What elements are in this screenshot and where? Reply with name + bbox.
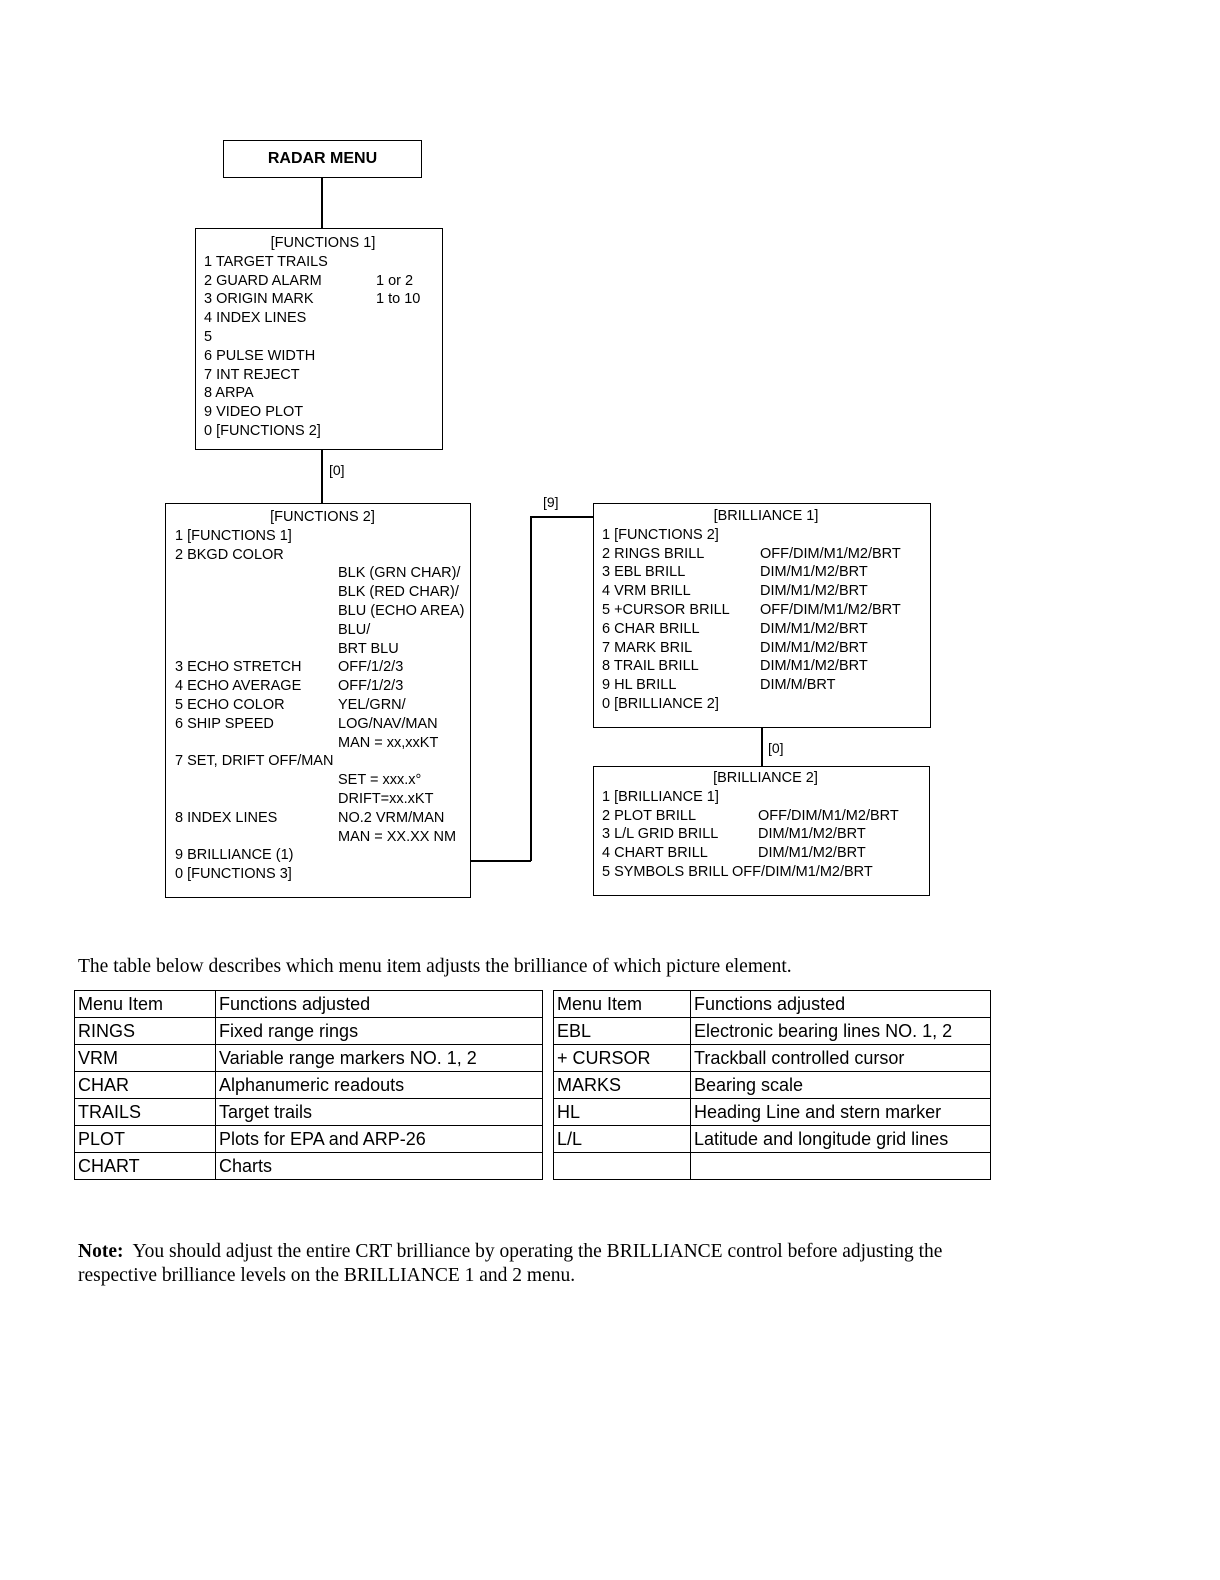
connector-label-b1-b2: [0] (768, 740, 784, 756)
menu-item (175, 640, 470, 659)
function-cell: Heading Line and stern marker (691, 1099, 991, 1126)
menu-item (204, 328, 442, 347)
table-row (75, 1099, 543, 1126)
menu-item-label: 6 SHIP SPEED (175, 715, 274, 732)
menu-item-cell: CHAR (75, 1072, 216, 1099)
intro-text: The table below describes which menu item adjusts the brilliance of which picture element. (78, 956, 792, 977)
menu-item-label: 2 RINGS BRILL (602, 545, 705, 562)
table-row (75, 1126, 543, 1153)
menu-item (175, 621, 470, 640)
functions2-header: [FUNCTIONS 2] (270, 509, 375, 525)
table-row (554, 1072, 991, 1099)
menu-item (204, 422, 442, 441)
menu-item-label: 7 SET, DRIFT OFF/MAN (175, 753, 334, 770)
menu-item (175, 715, 470, 734)
menu-item (175, 734, 470, 753)
radar-menu-box (223, 140, 422, 178)
menu-item-value: 1 to 10 (376, 291, 421, 308)
menu-item-label: 6 PULSE WIDTH (204, 347, 316, 364)
function-cell: Latitude and longitude grid lines (691, 1126, 991, 1153)
menu-item (204, 403, 442, 422)
menu-item-value: BLU (ECHO AREA) (338, 602, 465, 619)
connector-label-f1-f2: [0] (329, 462, 345, 478)
menu-item-label: 0 [BRILLIANCE 2] (602, 695, 719, 712)
menu-item-cell: RINGS (75, 1018, 216, 1045)
menu-item-label: 2 BKGD COLOR (175, 546, 284, 563)
menu-item (602, 844, 929, 863)
table-header-row (75, 991, 543, 1018)
menu-item (602, 563, 930, 582)
menu-item-label: 2 PLOT BRILL (602, 807, 697, 824)
table-row (554, 1045, 991, 1072)
menu-item-label: 5 SYMBOLS BRILL OFF/DIM/M1/M2/BRT (602, 863, 873, 880)
menu-item (602, 582, 930, 601)
table-row (75, 1018, 543, 1045)
menu-item (602, 676, 930, 695)
menu-item (175, 677, 470, 696)
menu-item-value: 1 or 2 (376, 272, 414, 289)
menu-item-label: 0 [FUNCTIONS 3] (175, 866, 292, 883)
menu-item-cell: MARKS (554, 1072, 691, 1099)
function-cell: Target trails (216, 1099, 543, 1126)
menu-item (602, 620, 930, 639)
menu-item-value: DIM/M/BRT (760, 677, 836, 694)
menu-item (175, 658, 470, 677)
function-cell: Variable range markers NO. 1, 2 (216, 1045, 543, 1072)
menu-item-cell: + CURSOR (554, 1045, 691, 1072)
connector-f2-b1-v (530, 516, 532, 861)
menu-item (602, 695, 930, 714)
connector-b1-to-b2 (761, 727, 763, 767)
menu-item-label: 0 [FUNCTIONS 2] (204, 422, 321, 439)
menu-item-value: OFF/1/2/3 (338, 678, 404, 695)
menu-item-cell: L/L (554, 1126, 691, 1153)
menu-item-value: BLK (RED CHAR)/ (338, 584, 459, 601)
menu-item-value: BLK (GRN CHAR)/ (338, 565, 461, 582)
menu-item-label: 1 [FUNCTIONS 1] (175, 527, 292, 544)
menu-item-label: 1 TARGET TRAILS (204, 253, 328, 270)
menu-item (602, 601, 930, 620)
menu-item (204, 309, 442, 328)
table-header-cell: Functions adjusted (216, 991, 543, 1018)
menu-item-value: DIM/M1/M2/BRT (760, 620, 868, 637)
menu-item-value: MAN = XX.XX NM (338, 828, 457, 845)
menu-item-label: 3 ORIGIN MARK (204, 291, 314, 308)
connector-f2-b1-h1 (470, 860, 531, 862)
function-cell: Electronic bearing lines NO. 1, 2 (691, 1018, 991, 1045)
radar-menu-title: RADAR MENU (267, 149, 378, 167)
menu-item-cell: TRAILS (75, 1099, 216, 1126)
table-header-cell: Menu Item (75, 991, 216, 1018)
connector-f1-to-f2 (321, 449, 323, 504)
brilliance-2-menu (593, 766, 930, 896)
brilliance1-header: [BRILLIANCE 1] (713, 508, 819, 524)
menu-item (175, 527, 470, 546)
menu-item (602, 825, 929, 844)
brilliance2-header: [BRILLIANCE 2] (713, 770, 818, 786)
table-header-cell: Functions adjusted (691, 991, 991, 1018)
menu-item-value: DIM/M1/M2/BRT (760, 564, 868, 581)
menu-item-label: 8 TRAIL BRILL (602, 658, 699, 675)
menu-item (204, 290, 442, 309)
table-header-cell: Menu Item (554, 991, 691, 1018)
menu-item-label: 4 CHART BRILL (602, 845, 708, 862)
menu-item (602, 788, 929, 807)
menu-item-cell: EBL (554, 1018, 691, 1045)
menu-item-label: 5 (204, 328, 213, 345)
functions1-header: [FUNCTIONS 1] (270, 235, 376, 251)
table-row (554, 1126, 991, 1153)
menu-item (204, 347, 442, 366)
menu-item (204, 366, 442, 385)
note-label: Note: (78, 1241, 124, 1262)
menu-item (175, 564, 470, 583)
menu-item-label: 1 [BRILLIANCE 1] (602, 788, 719, 805)
function-cell: Bearing scale (691, 1072, 991, 1099)
menu-item (204, 272, 442, 291)
menu-item (204, 253, 442, 272)
menu-item-label: 5 ECHO COLOR (175, 696, 285, 713)
menu-item-label: 4 VRM BRILL (602, 583, 691, 600)
function-cell: Fixed range rings (216, 1018, 543, 1045)
menu-item-label: 4 INDEX LINES (204, 310, 307, 327)
menu-item-value: BLU/ (338, 621, 371, 638)
connector-label-f2-b1: [9] (543, 494, 559, 510)
menu-item-cell: CHART (75, 1153, 216, 1180)
menu-item (175, 602, 470, 621)
menu-item (602, 639, 930, 658)
note (78, 1240, 1008, 1288)
menu-item-label: 7 MARK BRIL (602, 639, 693, 656)
menu-item-value: OFF/DIM/M1/M2/BRT (760, 545, 901, 562)
menu-item-cell: HL (554, 1099, 691, 1126)
table-row (554, 1018, 991, 1045)
menu-item-value: SET = xxx.x° (338, 772, 422, 789)
note-text: You should adjust the entire CRT brilliance by operating the BRILLIANCE control before adjusting the respective brilliance levels on the BRILLIANCE 1 and 2 menu. (78, 1241, 943, 1286)
functions-2-menu (165, 503, 471, 898)
menu-item-value: OFF/DIM/M1/M2/BRT (760, 601, 901, 618)
menu-item-value: DIM/M1/M2/BRT (758, 845, 866, 862)
menu-item-label: 9 HL BRILL (602, 677, 677, 694)
menu-item-label: 8 ARPA (204, 385, 254, 402)
menu-item-value: DIM/M1/M2/BRT (760, 658, 868, 675)
menu-item-value: DIM/M1/M2/BRT (758, 826, 866, 843)
table-row (75, 1072, 543, 1099)
menu-item-value: MAN = xx,xxKT (338, 734, 439, 751)
table-row (554, 1153, 991, 1180)
brilliance-table-right (553, 990, 991, 1180)
menu-item-cell: PLOT (75, 1126, 216, 1153)
menu-item-label: 2 GUARD ALARM (204, 272, 322, 289)
menu-item (175, 771, 470, 790)
functions-1-menu (195, 228, 443, 450)
menu-item (175, 696, 470, 715)
menu-item-value: BRT BLU (338, 640, 399, 657)
brilliance-1-menu (593, 503, 931, 728)
menu-item (175, 865, 470, 884)
menu-item-label: 4 ECHO AVERAGE (175, 678, 302, 695)
menu-item-label: 9 BRILLIANCE (1) (175, 847, 294, 864)
menu-item-label: 7 INT REJECT (204, 366, 300, 383)
menu-item (602, 657, 930, 676)
menu-item (602, 807, 929, 826)
menu-item-label: 1 [FUNCTIONS 2] (602, 526, 719, 543)
menu-item (175, 790, 470, 809)
menu-item (175, 752, 470, 771)
menu-item-label: 8 INDEX LINES (175, 809, 278, 826)
function-cell: Trackball controlled cursor (691, 1045, 991, 1072)
menu-item (602, 863, 929, 882)
menu-item (204, 384, 442, 403)
menu-item-label: 9 VIDEO PLOT (204, 404, 304, 421)
menu-item-value: LOG/NAV/MAN (338, 715, 438, 732)
menu-item-label: 3 ECHO STRETCH (175, 659, 302, 676)
brilliance-table-left (74, 990, 543, 1180)
menu-item-value: DIM/M1/M2/BRT (760, 583, 868, 600)
menu-item-label: 3 L/L GRID BRILL (602, 826, 719, 843)
connector-f2-b1-h2 (530, 516, 594, 518)
function-cell: Alphanumeric readouts (216, 1072, 543, 1099)
menu-item-value: NO.2 VRM/MAN (338, 809, 445, 826)
table-row (75, 1045, 543, 1072)
menu-item (175, 846, 470, 865)
menu-item (175, 546, 470, 565)
menu-item (602, 545, 930, 564)
menu-item (175, 809, 470, 828)
menu-item-value: YEL/GRN/ (338, 696, 406, 713)
menu-item-value: OFF/1/2/3 (338, 659, 404, 676)
menu-item-label: 6 CHAR BRILL (602, 620, 700, 637)
table-row (554, 1099, 991, 1126)
menu-item (602, 526, 930, 545)
menu-item-cell: VRM (75, 1045, 216, 1072)
table-row (75, 1153, 543, 1180)
menu-item-label: 5 +CURSOR BRILL (602, 601, 730, 618)
menu-item-value: DIM/M1/M2/BRT (760, 639, 868, 656)
menu-item-value: DRIFT=xx.xKT (338, 790, 434, 807)
menu-item-value: OFF/DIM/M1/M2/BRT (758, 807, 899, 824)
table-header-row (554, 991, 991, 1018)
menu-item-label: 3 EBL BRILL (602, 564, 686, 581)
menu-item (175, 583, 470, 602)
menu-item (175, 828, 470, 847)
function-cell: Plots for EPA and ARP-26 (216, 1126, 543, 1153)
menu-item-cell (554, 1153, 691, 1180)
function-cell: Charts (216, 1153, 543, 1180)
connector-radar-to-f1 (321, 178, 323, 229)
function-cell (691, 1153, 991, 1180)
